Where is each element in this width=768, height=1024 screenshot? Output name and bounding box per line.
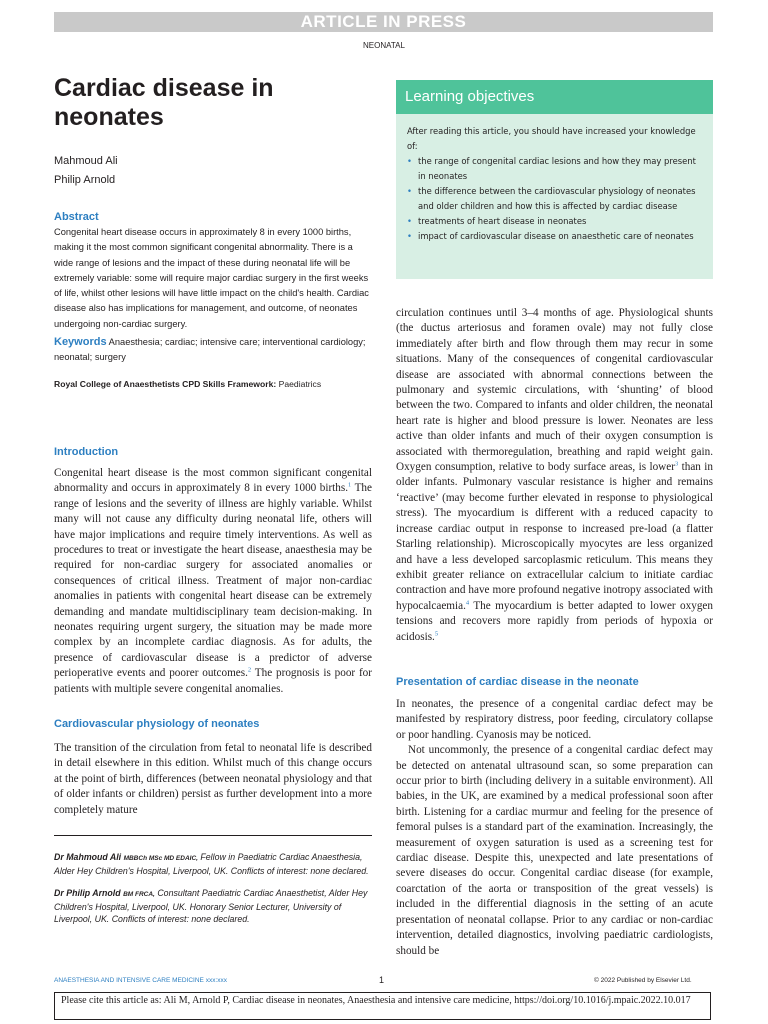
citation-box[interactable]: Please cite this article as: Ali M, Arnold P, Cardiac disease in neonates, Anaesthesia and intensive care medicine, https://doi.org/10.1016/j.mpaic.2022.10.017 (54, 992, 711, 1020)
text-run: circulation continues until 3–4 months of age. Physiological shunts (the ductus arteriosus and foramen ovale) may not fully close immediately after birth and flow through them may recur in some situations. Many of the consequences of congenital cardiovascular disease are associated with abnormal connections between the pulmonary and systemic circulations, with ‘shunting’ of blood between the two. Compared to infants and older children, the neonatal heart rate is higher and blood pressure is lower. Neonates are less active than older infants and much of their oxygen consumption is associated with thermoregulation, breathing and rapid weight gain. Oxygen consumption, relative to body surface areas, is lower (396, 307, 713, 474)
cv-physiology-continued (396, 306, 713, 645)
affiliation-text: Consultant Paediatric Cardiac Anaesthetist, Alder Hey Children's Hospital, Liverpool, UK. Honorary Senior Lecturer, University of Liverpool, UK. Conflicts of interest: none declared. (54, 887, 368, 925)
reference-link[interactable]: 1 (348, 481, 352, 489)
presentation-heading: Presentation of cardiac disease in the neonate (396, 676, 639, 688)
keywords-text: Anaesthesia; cardiac; intensive care; interventional cardiology; neonatal; surgery (54, 337, 366, 363)
list-item (407, 229, 703, 244)
reference-link[interactable]: 2 (247, 666, 252, 674)
list-item-text: the difference between the cardiovascular physiology of neonates and older children and how this is affected by cardiac disease (418, 186, 696, 211)
cv-physiology-paragraph: The transition of the circulation from fetal to neonatal life is described in detail elsewhere in this edition. Whilst much of this change occurs at the point of birth, differences (between neonatal physiology and that of older infants or children) persist as further development into a more completely mature (54, 742, 372, 816)
affiliation-name: Dr Philip Arnold (54, 887, 121, 898)
affiliation-entry (54, 887, 372, 926)
affiliation-entry (54, 851, 372, 878)
list-item (407, 214, 703, 229)
page-number: 1 (379, 975, 385, 985)
author-list (54, 152, 372, 190)
affiliation-name: Dr Mahmoud Ali (54, 852, 122, 862)
list-item (407, 184, 703, 214)
article-in-press-banner: ARTICLE IN PRESS (54, 12, 713, 32)
list-item-text: the range of congenital cardiac lesions and how they may present in neonates (418, 156, 696, 181)
list-item-text: impact of cardiovascular disease on anaesthetic care of neonates (418, 231, 694, 241)
cv-physiology-section (54, 741, 372, 818)
introduction-paragraph (54, 466, 372, 697)
text-run: than in older infants. Pulmonary vascular resistance is higher and remains ‘reactive’ (may become further elevated in response to physiological stress). The myocardium is different with a reduced capacity to increase cardiac output in response to increased pre-load (a flatter Starling relationship). Microscopically myocytes are less organized and have a less developed sarcoplasmic reticulum. This means they exhibit greater reliance on extracellular calcium to initiate cardiac contraction and have more profound negative inotropy associated with hypocalcaemia. (396, 461, 713, 612)
affiliation-degrees: MBBCh MSc MD EDAIC, (123, 855, 198, 862)
learning-objectives-intro: After reading this article, you should have increased your knowledge of: (407, 126, 696, 151)
text-run: Congenital heart disease is the most common significant congenital abnormality and occurs in approximately 8 in every 1000 births. (54, 467, 372, 495)
list-item-text: treatments of heart disease in neonates (418, 216, 587, 226)
list-item (407, 154, 703, 184)
learning-objectives-box (396, 80, 713, 279)
text-run: The prognosis is poor for patients with multiple severe congenital anomalies. (54, 667, 373, 695)
abstract-text: Congenital heart disease occurs in approximately 8 in every 1000 births, making it the most common significant congenital abnormality. There is a wide range of lesions and the impact of these during neonatal life will be extremely variable: some will require major cardiac surgery in the first weeks of life, whilst other lesions will have little impact on the child's health. Cardiac disease also has implications for management, and outcome, of neonates undergoing non-cardiac surgery. (54, 227, 369, 329)
presentation-section (396, 697, 713, 959)
affiliation-text: Fellow in Paediatric Cardiac Anaesthesia, Alder Hey Children's Hospital, Liverpool, UK. Conflicts of interest: none declared. (54, 852, 369, 877)
cpd-value: Paediatrics (278, 378, 322, 389)
reference-link[interactable]: 3 (674, 460, 679, 468)
cpd-framework (54, 379, 372, 389)
introduction-heading: Introduction (54, 446, 119, 458)
bullet-icon: • (407, 156, 412, 166)
bullet-icon: • (407, 231, 412, 241)
author-affiliations (54, 851, 372, 934)
keywords-label: Keywords (54, 336, 107, 349)
bullet-icon: • (407, 186, 412, 196)
author-name: Mahmoud Ali (54, 155, 118, 167)
keywords (54, 335, 372, 366)
introduction-section (54, 466, 372, 697)
author-name: Philip Arnold (54, 174, 116, 186)
learning-objectives-heading: Learning objectives (396, 80, 713, 114)
footer-copyright: © 2022 Published by Elsevier Ltd. (594, 977, 692, 984)
text-run: The range of lesions and the severity of illness are highly variable. Whilst many will not cause any difficulty during neonatal life, others will have major implications and require timely interventions. As well as procedures to treat or investigate the heart disease, anaesthesia may be required for non-cardiac surgery for associated anomalies or consequences of critical illness. Treatment of major non-cardiac anomalies in patients with congenital heart disease can be extremely demanding and mandate multidisciplinary team decision-making. In neonates requiring urgent surgery, the situation may be made more complex by an incomplete cardiac diagnosis. As for adults, the presence of cardiovascular disease is a predictor of adverse perioperative events and poorer outcomes. (54, 482, 372, 680)
cv-physiology-heading: Cardiovascular physiology of neonates (54, 718, 260, 730)
reference-link[interactable]: 5 (434, 629, 439, 637)
affiliation-divider (54, 835, 372, 836)
bullet-icon: • (407, 216, 412, 226)
affiliation-degrees: BM FRCA, (123, 890, 155, 898)
reference-link[interactable]: 4 (465, 598, 470, 606)
abstract-heading: Abstract (54, 211, 99, 223)
body-paragraph: Not uncommonly, the presence of a congenital cardiac defect may be detected on antenatal ultrasound scan, so some preparation can occur prior to birth (including delivery in a suitable environment). All babies, in the UK, are examined by a medical professional soon after birth. Listening for a cardiac murmur and feeling for the presence of femoral pulses is a standard part of the examination. Increasingly, the measurement of oxygen saturation is used as a screening test for cardiac disease. Despite this, unexpected and late presentations of severe diseases do occur. Congenital cardiac disease (for example, coarctation of the aorta or transposition of the great vessels) is included in the differential diagnosis in the setting of an acute presentation of neonatal collapse. Prior to any cardiac or non-cardiac intervention, detailed diagnostics, involving paediatric cardiologists, should be (396, 744, 713, 957)
body-paragraph: In neonates, the presence of a congenital cardiac defect may be manifested by respiratory distress, poor feeding, circulatory collapse or poor handling. Cyanosis may be noticed. (396, 698, 713, 741)
article-header (54, 74, 372, 389)
footer-journal: ANAESTHESIA AND INTENSIVE CARE MEDICINE xxx:xxx (54, 977, 228, 984)
text-run: The myocardium is better adapted to lower oxygen tensions and recovers more rapidly from periods of hypoxia or acidosis. (396, 599, 713, 643)
cpd-label: Royal College of Anaesthetists CPD Skills Framework: (54, 378, 277, 389)
article-title: Cardiac disease in neonates (54, 74, 274, 131)
learning-objectives-list (407, 154, 703, 244)
section-label: NEONATAL (363, 41, 405, 50)
body-paragraph (396, 306, 713, 645)
